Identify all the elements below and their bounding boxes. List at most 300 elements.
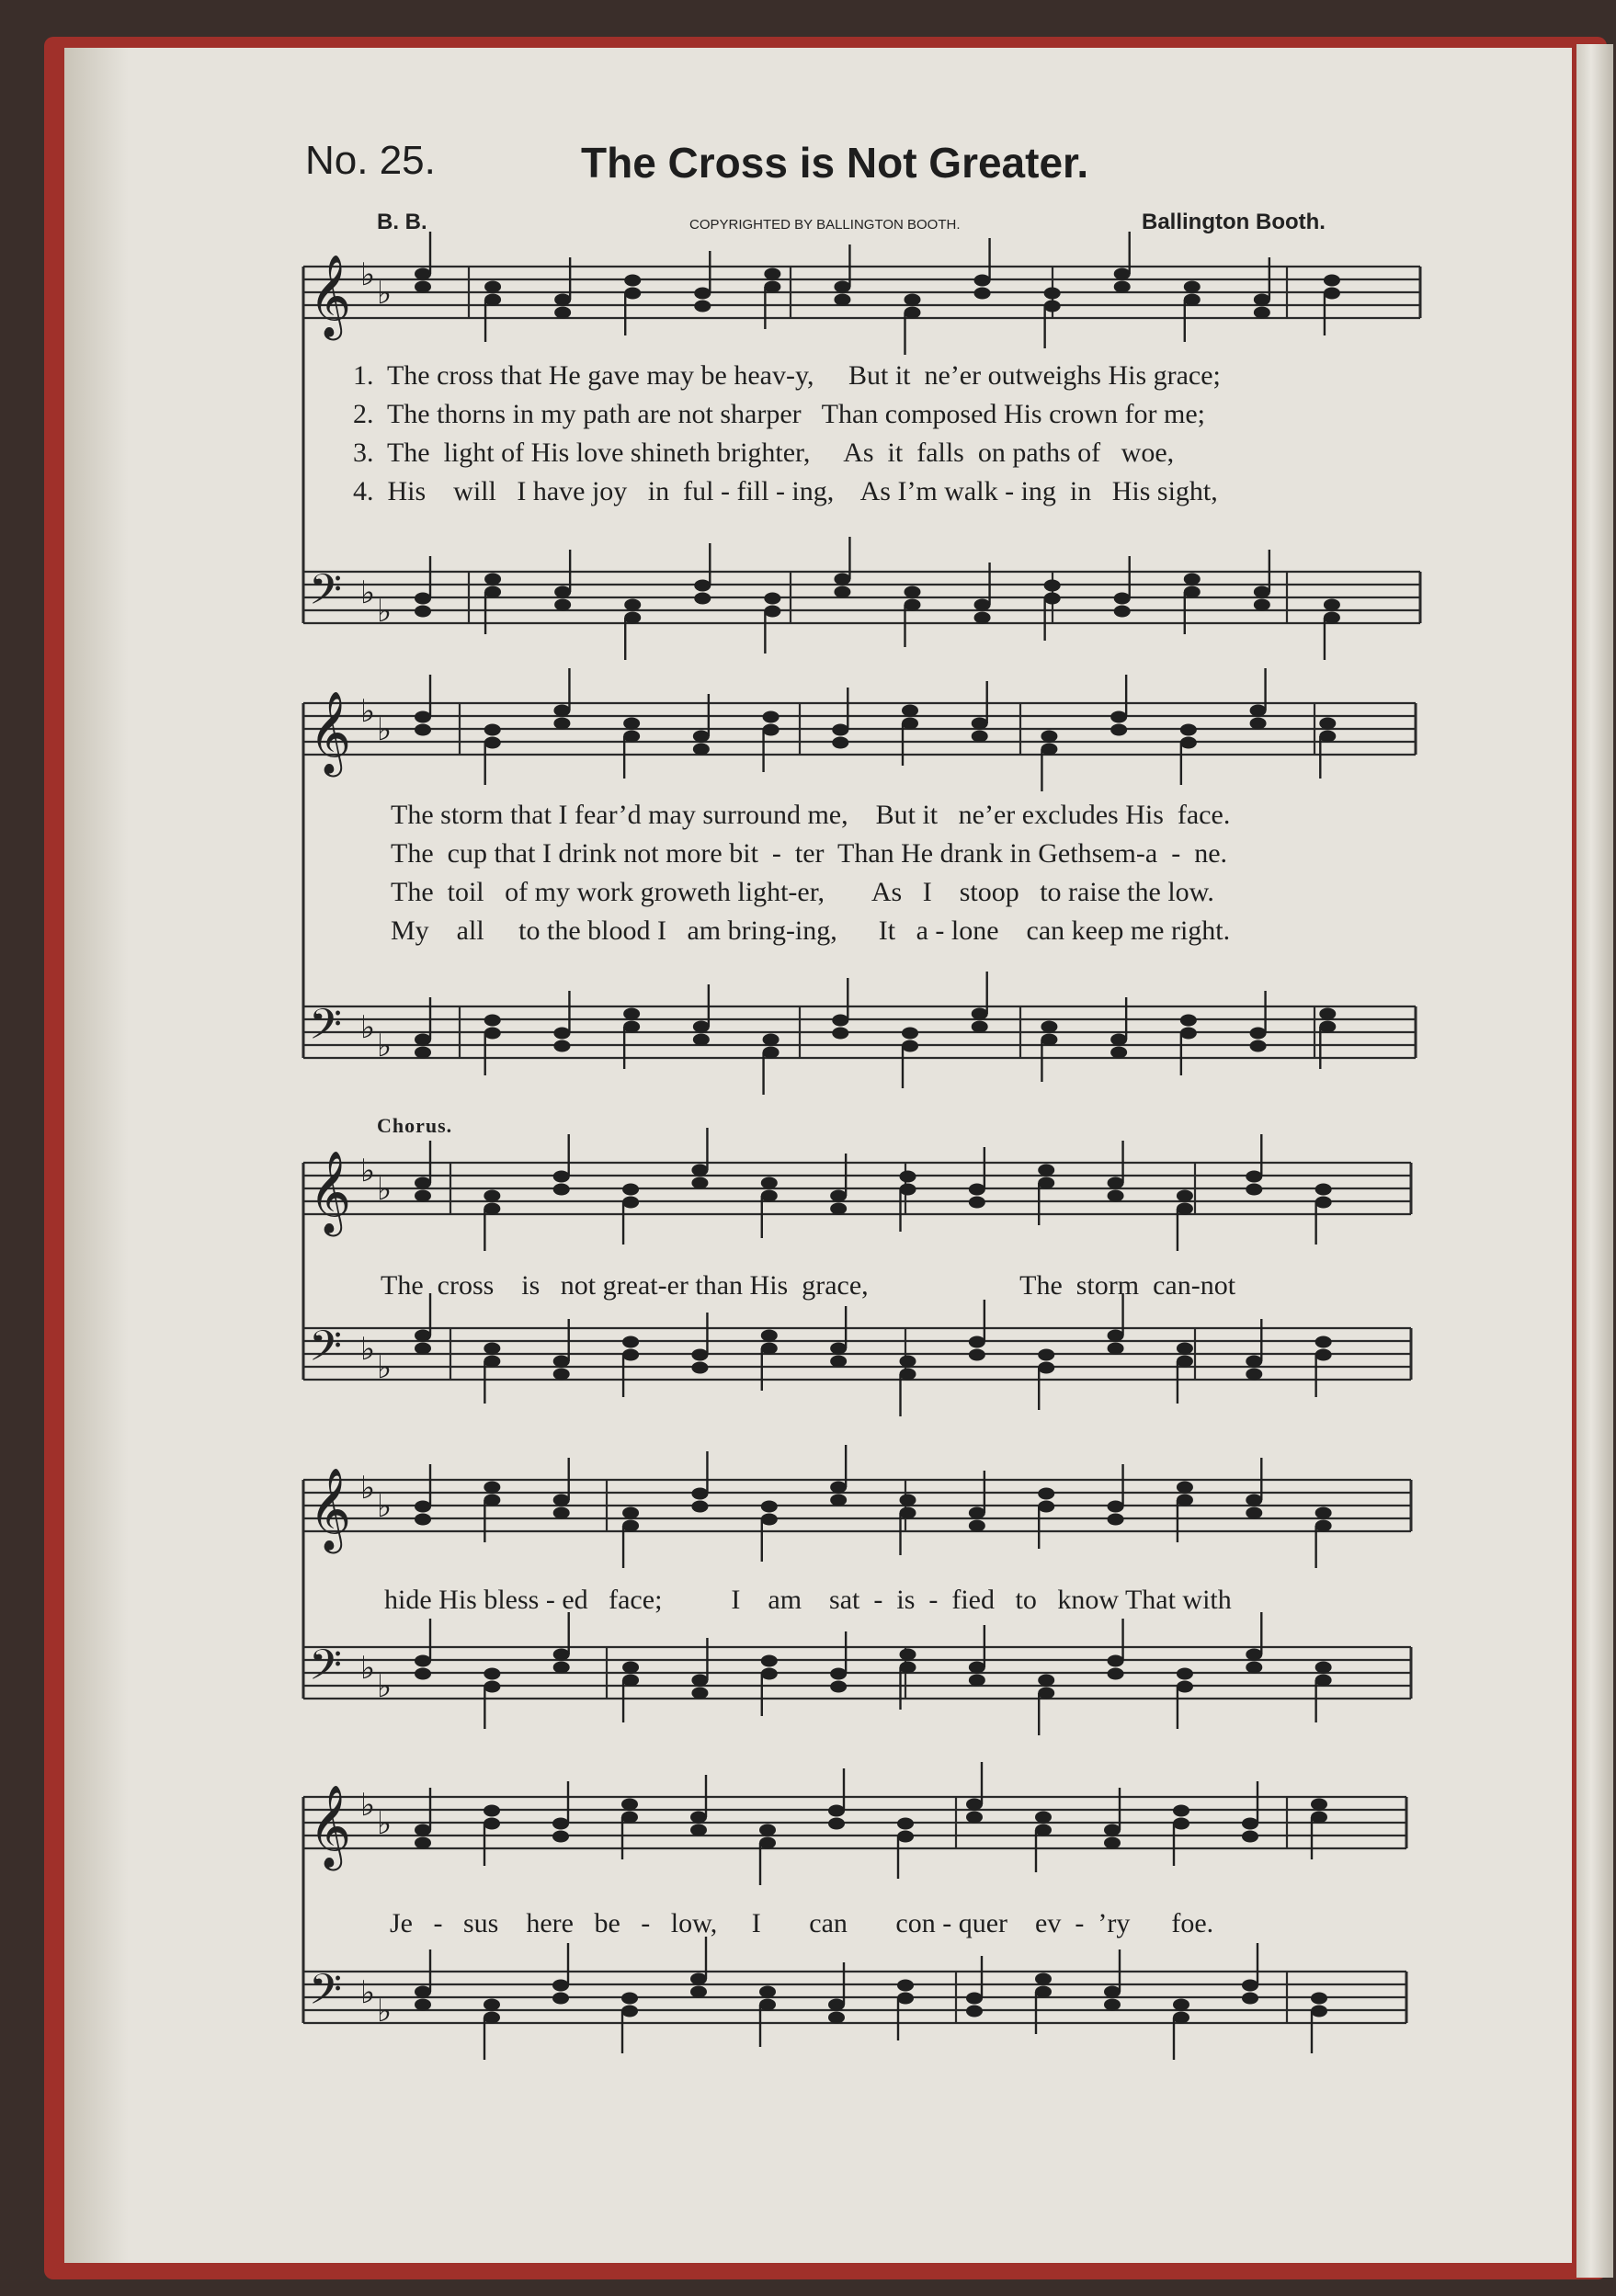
note-head	[484, 724, 501, 736]
note-head	[622, 1197, 639, 1209]
note-head	[1044, 593, 1061, 605]
note-head	[1041, 744, 1057, 756]
note-head	[1044, 301, 1061, 313]
note-head	[1108, 1501, 1124, 1513]
note-head	[1242, 1980, 1258, 1992]
note-head	[761, 1655, 778, 1667]
note-head	[623, 1008, 640, 1020]
flat-icon: ♭	[377, 1349, 393, 1386]
note-head	[972, 731, 988, 743]
note-head	[1108, 1177, 1124, 1189]
note-head	[1180, 737, 1197, 749]
note-head	[1041, 731, 1057, 743]
hymn-title: The Cross is Not Greater.	[581, 139, 1089, 187]
note-head	[1246, 1649, 1262, 1661]
note-head	[691, 1488, 708, 1500]
note-head	[1180, 1015, 1197, 1027]
note-head	[484, 1356, 500, 1368]
note-head	[1246, 1495, 1262, 1506]
note-head	[1246, 1184, 1262, 1196]
note-head	[484, 1015, 501, 1027]
note-head	[1246, 1356, 1262, 1368]
note-head	[969, 1349, 985, 1361]
note-head	[691, 1362, 708, 1374]
note-head	[622, 1336, 639, 1348]
note-head	[622, 1675, 639, 1687]
note-head	[484, 574, 501, 585]
note-head	[974, 612, 991, 624]
note-head	[1184, 586, 1201, 598]
flat-icon: ♭	[377, 1028, 393, 1064]
note-head	[553, 1356, 570, 1368]
note-head	[691, 1177, 708, 1189]
flat-icon: ♭	[377, 1668, 393, 1705]
note-head	[553, 1028, 570, 1040]
author-initials: B. B.	[377, 210, 427, 234]
note-head	[484, 281, 501, 293]
note-head	[694, 580, 711, 592]
note-head	[1108, 1668, 1124, 1680]
note-head	[1038, 1488, 1054, 1500]
note-head	[623, 731, 640, 743]
note-head	[763, 1047, 780, 1059]
note-head	[1104, 1824, 1121, 1836]
note-head	[553, 1184, 570, 1196]
note-head	[1177, 1668, 1193, 1680]
note-head	[761, 1190, 778, 1202]
note-head	[1110, 711, 1127, 723]
note-head	[415, 1837, 431, 1849]
bass-clef-icon: 𝄢	[309, 565, 343, 625]
note-head	[969, 1197, 985, 1209]
note-head	[623, 1021, 640, 1033]
note-head	[1311, 1812, 1327, 1824]
note-head	[1315, 1197, 1332, 1209]
note-head	[1044, 580, 1061, 592]
note-head	[832, 1028, 848, 1040]
flat-icon: ♭	[360, 1153, 376, 1189]
note-head	[484, 1805, 500, 1817]
note-head	[622, 1520, 639, 1532]
flat-icon: ♭	[360, 574, 376, 611]
note-head	[1315, 1675, 1332, 1687]
note-head	[969, 1675, 985, 1687]
note-head	[972, 1008, 988, 1020]
note-head	[830, 1356, 847, 1368]
note-head	[690, 1824, 707, 1836]
note-head	[552, 1993, 569, 2005]
note-head	[621, 2006, 638, 2018]
flat-icon: ♭	[377, 593, 393, 630]
note-head	[828, 1999, 845, 2011]
note-head	[1324, 275, 1340, 287]
note-head	[1108, 1343, 1124, 1355]
note-head	[693, 744, 710, 756]
note-head	[553, 1662, 570, 1674]
note-head	[624, 275, 641, 287]
note-head	[1038, 1675, 1054, 1687]
note-head	[969, 1662, 985, 1674]
note-head	[552, 1818, 569, 1830]
note-head	[1180, 1028, 1197, 1040]
note-head	[415, 606, 431, 618]
note-head	[764, 593, 780, 605]
treble-clef-icon: 𝄞	[309, 1785, 352, 1868]
note-head	[761, 1668, 778, 1680]
note-head	[694, 288, 711, 300]
note-head	[415, 281, 431, 293]
note-head	[484, 294, 501, 306]
note-head	[832, 737, 848, 749]
note-head	[621, 1993, 638, 2005]
note-head	[622, 1507, 639, 1519]
note-head	[1038, 1688, 1054, 1699]
note-head	[1250, 1028, 1267, 1040]
note-head	[415, 1514, 431, 1526]
note-head	[415, 1330, 431, 1342]
note-head	[1173, 1999, 1189, 2011]
note-head	[1311, 1799, 1327, 1811]
note-head	[966, 1812, 983, 1824]
verse-lyric-line: 1. The cross that He gave may be heav-y, But it ne’er outweighs His grace;	[353, 360, 1221, 391]
flat-icon: ♭	[360, 1787, 376, 1824]
note-head	[484, 1668, 500, 1680]
note-head	[552, 1831, 569, 1843]
note-head	[1108, 1330, 1124, 1342]
note-head	[905, 294, 921, 306]
note-head	[1315, 1349, 1332, 1361]
note-head	[966, 2006, 983, 2018]
note-head	[834, 574, 850, 585]
note-head	[763, 711, 780, 723]
note-head	[553, 1495, 570, 1506]
note-head	[1038, 1177, 1054, 1189]
note-head	[1242, 1993, 1258, 2005]
verse-lyric-line: 2. The thorns in my path are not sharper Than composed His crown for me;	[353, 399, 1206, 429]
note-head	[554, 307, 571, 319]
note-head	[1184, 281, 1201, 293]
note-head	[1250, 718, 1267, 730]
note-head	[902, 1040, 918, 1052]
note-head	[761, 1514, 778, 1526]
note-head	[900, 1171, 916, 1183]
note-head	[761, 1177, 778, 1189]
note-head	[1108, 1655, 1124, 1667]
note-head	[1319, 1008, 1336, 1020]
flat-icon: ♭	[360, 1009, 376, 1046]
note-head	[1177, 1203, 1193, 1215]
note-head	[484, 2012, 500, 2024]
note-head	[1173, 2012, 1189, 2024]
treble-clef-icon: 𝄞	[309, 1468, 352, 1551]
note-head	[484, 1190, 500, 1202]
note-head	[554, 599, 571, 611]
note-head	[484, 737, 501, 749]
note-head	[415, 1343, 431, 1355]
note-head	[830, 1668, 847, 1680]
note-head	[691, 1349, 708, 1361]
note-head	[900, 1184, 916, 1196]
note-head	[693, 1034, 710, 1046]
note-head	[622, 1184, 639, 1196]
flat-icon: ♭	[377, 1171, 393, 1208]
note-head	[832, 724, 848, 736]
note-head	[972, 718, 988, 730]
note-head	[415, 1655, 431, 1667]
note-head	[1254, 599, 1270, 611]
note-head	[1184, 574, 1201, 585]
verse-lyric-line: 3. The light of His love shineth brighter, As it falls on paths of woe,	[353, 438, 1175, 468]
chorus-label: Chorus.	[377, 1114, 453, 1137]
note-head	[415, 711, 431, 723]
note-head	[761, 1343, 778, 1355]
note-head	[897, 1980, 914, 1992]
note-head	[830, 1203, 847, 1215]
note-head	[902, 1028, 918, 1040]
hymn-number: No. 25.	[305, 138, 436, 183]
note-head	[1315, 1336, 1332, 1348]
note-head	[897, 1993, 914, 2005]
note-head	[484, 1818, 500, 1830]
note-head	[1114, 281, 1131, 293]
note-head	[830, 1343, 847, 1355]
bass-clef-icon: 𝄢	[309, 1322, 343, 1381]
note-head	[1242, 1818, 1258, 1830]
note-head	[1324, 288, 1340, 300]
chorus-lyric-line: The cross is not great-er than His grace, The storm can-not	[381, 1270, 1236, 1301]
note-head	[764, 268, 780, 280]
bass-clef-icon: 𝄢	[309, 1965, 343, 2025]
note-head	[624, 288, 641, 300]
note-head	[1246, 1171, 1262, 1183]
flat-icon: ♭	[360, 1974, 376, 2011]
note-head	[1035, 1986, 1052, 1998]
note-head	[759, 1837, 776, 1849]
note-head	[624, 612, 641, 624]
note-head	[552, 1980, 569, 1992]
note-head	[484, 1999, 500, 2011]
note-head	[1038, 1349, 1054, 1361]
chorus-lyric-line: Je - sus here be - low, I can con - quer ev - ’ry foe.	[390, 1908, 1214, 1938]
note-head	[759, 1986, 776, 1998]
note-head	[1038, 1165, 1054, 1176]
note-head	[897, 1831, 914, 1843]
note-head	[897, 1818, 914, 1830]
note-head	[691, 1165, 708, 1176]
note-head	[691, 1675, 708, 1687]
note-head	[1319, 718, 1336, 730]
note-head	[966, 1799, 983, 1811]
note-head	[484, 1343, 500, 1355]
note-head	[553, 1369, 570, 1381]
note-head	[415, 268, 431, 280]
bass-clef-icon: 𝄢	[309, 1641, 343, 1700]
treble-clef-icon: 𝄞	[309, 1151, 352, 1233]
note-head	[1319, 731, 1336, 743]
note-head	[759, 1999, 776, 2011]
note-head	[828, 2012, 845, 2024]
note-head	[1038, 1501, 1054, 1513]
note-head	[1108, 1514, 1124, 1526]
note-head	[1110, 1047, 1127, 1059]
flat-icon: ♭	[360, 1650, 376, 1687]
note-head	[693, 1021, 710, 1033]
note-head	[1311, 2006, 1327, 2018]
note-head	[1104, 1999, 1121, 2011]
note-head	[623, 718, 640, 730]
verse-lyric-line: 4. His will I have joy in ful - fill - ing, As I’m walk - ing in His sight,	[353, 476, 1218, 506]
note-head	[1250, 705, 1267, 717]
note-head	[834, 294, 850, 306]
note-head	[415, 1034, 431, 1046]
note-head	[1110, 724, 1127, 736]
note-head	[1324, 612, 1340, 624]
note-head	[1041, 1034, 1057, 1046]
note-head	[830, 1495, 847, 1506]
note-head	[1254, 307, 1270, 319]
note-head	[1177, 1190, 1193, 1202]
note-head	[900, 1369, 916, 1381]
verse-lyric-line: The cup that I drink not more bit - ter Than He drank in Gethsem-a - ne.	[391, 838, 1228, 869]
note-head	[969, 1507, 985, 1519]
note-head	[830, 1190, 847, 1202]
flat-icon: ♭	[377, 1805, 393, 1842]
note-head	[902, 718, 918, 730]
verse-lyric-line: The toil of my work groweth light-er, As I stoop to raise the low.	[391, 877, 1214, 907]
note-head	[1108, 1190, 1124, 1202]
note-head	[1044, 288, 1061, 300]
note-head	[1246, 1507, 1262, 1519]
note-head	[484, 1681, 500, 1693]
bass-clef-icon: 𝄢	[309, 1000, 343, 1060]
note-head	[969, 1336, 985, 1348]
note-head	[694, 301, 711, 313]
note-head	[484, 1203, 500, 1215]
note-head	[900, 1495, 916, 1506]
note-head	[900, 1649, 916, 1661]
note-head	[1311, 1993, 1327, 2005]
note-head	[691, 1501, 708, 1513]
note-head	[905, 599, 921, 611]
note-head	[690, 1812, 707, 1824]
note-head	[1180, 724, 1197, 736]
note-head	[484, 1482, 500, 1494]
copyright-notice: COPYRIGHTED BY BALLINGTON BOOTH.	[689, 217, 961, 233]
note-head	[974, 288, 991, 300]
flat-icon: ♭	[377, 711, 393, 748]
note-head	[905, 307, 921, 319]
note-head	[1319, 1021, 1336, 1033]
note-head	[622, 1662, 639, 1674]
note-head	[1254, 586, 1270, 598]
note-head	[1173, 1818, 1189, 1830]
note-head	[415, 1177, 431, 1189]
verse-lyric-line: The storm that I fear’d may surround me, But it ne’er excludes His face.	[391, 800, 1231, 830]
composer-name: Ballington Booth.	[1142, 210, 1326, 234]
note-head	[830, 1681, 847, 1693]
note-head	[1242, 1831, 1258, 1843]
note-head	[484, 586, 501, 598]
note-head	[905, 586, 921, 598]
treble-clef-icon: 𝄞	[309, 255, 352, 337]
note-head	[1114, 606, 1131, 618]
flat-icon: ♭	[360, 256, 376, 293]
note-head	[1315, 1184, 1332, 1196]
note-head	[1315, 1520, 1332, 1532]
note-head	[1038, 1362, 1054, 1374]
note-head	[830, 1482, 847, 1494]
note-head	[969, 1520, 985, 1532]
note-head	[900, 1356, 916, 1368]
note-head	[1173, 1805, 1189, 1817]
note-head	[1104, 1986, 1121, 1998]
note-head	[415, 1047, 431, 1059]
note-head	[1114, 268, 1131, 280]
note-head	[1104, 1837, 1121, 1849]
note-head	[553, 1171, 570, 1183]
note-head	[764, 281, 780, 293]
note-head	[1254, 294, 1270, 306]
note-head	[1315, 1662, 1332, 1674]
note-head	[974, 599, 991, 611]
note-head	[621, 1812, 638, 1824]
note-head	[624, 599, 641, 611]
note-head	[554, 586, 571, 598]
flat-icon: ♭	[360, 1470, 376, 1506]
note-head	[1184, 294, 1201, 306]
note-head	[828, 1805, 845, 1817]
note-head	[763, 1034, 780, 1046]
note-head	[828, 1818, 845, 1830]
note-head	[1114, 593, 1131, 605]
note-head	[763, 724, 780, 736]
note-head	[1177, 1482, 1193, 1494]
note-head	[1177, 1681, 1193, 1693]
note-head	[621, 1799, 638, 1811]
note-head	[1035, 1973, 1052, 1985]
flat-icon: ♭	[377, 1993, 393, 2029]
note-head	[415, 1501, 431, 1513]
note-head	[1177, 1495, 1193, 1506]
note-head	[1177, 1343, 1193, 1355]
note-head	[966, 1993, 983, 2005]
note-head	[690, 1986, 707, 1998]
note-head	[1250, 1040, 1267, 1052]
treble-clef-icon: 𝄞	[309, 691, 352, 774]
note-head	[553, 1507, 570, 1519]
note-head	[415, 1668, 431, 1680]
note-head	[834, 586, 850, 598]
flat-icon: ♭	[360, 693, 376, 730]
note-head	[759, 1824, 776, 1836]
note-head	[1110, 1034, 1127, 1046]
note-head	[415, 724, 431, 736]
note-head	[902, 705, 918, 717]
flat-icon: ♭	[377, 275, 393, 312]
note-head	[1246, 1369, 1262, 1381]
note-head	[484, 1028, 501, 1040]
note-head	[761, 1330, 778, 1342]
flat-icon: ♭	[377, 1488, 393, 1525]
note-head	[415, 1824, 431, 1836]
note-head	[900, 1662, 916, 1674]
note-head	[1035, 1812, 1052, 1824]
note-head	[553, 718, 570, 730]
note-head	[1035, 1824, 1052, 1836]
note-head	[553, 1649, 570, 1661]
note-head	[693, 731, 710, 743]
note-head	[761, 1501, 778, 1513]
